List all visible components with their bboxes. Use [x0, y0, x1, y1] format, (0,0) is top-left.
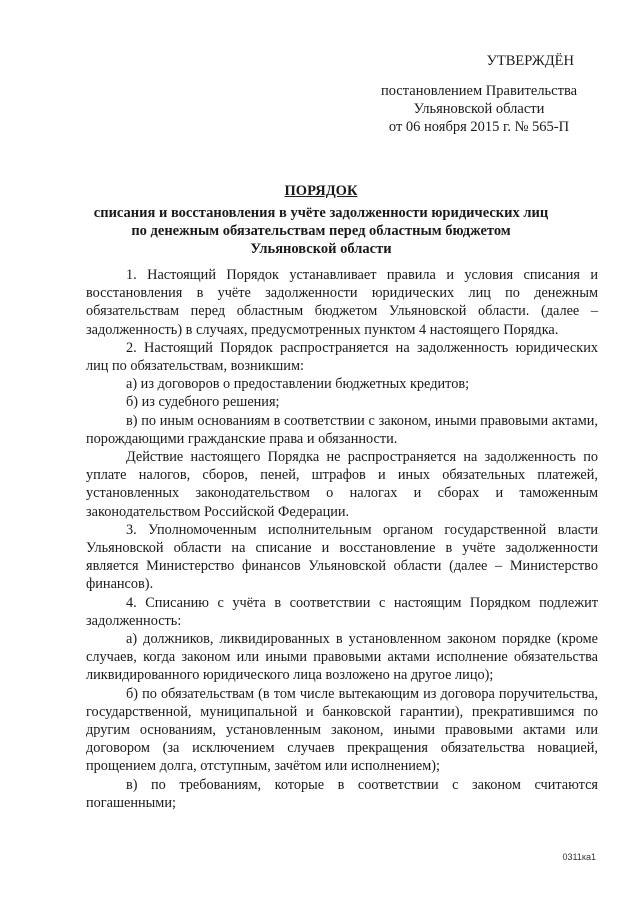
document-body: [86, 266, 598, 812]
approval-line-3: от 06 ноября 2015 г. № 565-П: [388, 119, 570, 135]
approval-line-2: Ульяновской области: [413, 101, 545, 117]
paragraph-2a: а) из договоров о предоставлении бюджетных кредитов;: [126, 376, 470, 393]
paragraph-2b: б) из судебного решения;: [126, 394, 280, 411]
document-subtitle-line-1: списания и восстановления в учёте задолженности юридических лиц: [93, 205, 549, 221]
paragraph-2-exclusion: Действие настоящего Порядка не распространяется на задолженность по уплате налогов, сборов, пеней, штрафов и иных обязательных платежей, установленных законодательством о налогах и сборах и таможенным законодательством Российской Федерации.: [86, 449, 598, 520]
paragraph-4: 4. Списанию с учёта в соответствии с настоящим Порядком подлежит задолженность:: [86, 594, 598, 629]
document-title: ПОРЯДОК: [284, 183, 358, 199]
paragraph-2c: в) по иным основаниям в соответствии с законом, иными правовыми актами, порождающими гражданские права и обязанности.: [86, 412, 598, 447]
paragraph-3: 3. Уполномоченным исполнительным органом государственной власти Ульяновской области на списание и восстановление в учёте задолженности является Министерство финансов Ульяновской области (далее – Министерство финансов).: [86, 521, 598, 593]
approval-stamp: [364, 52, 594, 136]
document-title-block: [86, 182, 556, 258]
footer-document-code: 0311ка1: [562, 852, 596, 862]
document-subtitle-line-3: Ульяновской области: [250, 241, 392, 257]
paragraph-4c: в) по требованиям, которые в соответствии с законом считаются погашенными;: [86, 776, 598, 811]
approved-label: УТВЕРЖДЁН: [486, 53, 574, 69]
paragraph-4a: а) должников, ликвидированных в установленном законом порядке (кроме случаев, когда законом или иными правовыми актами исполнение обязательства ликвидированного юридического лица возложено на другое лицо);: [86, 631, 598, 684]
approval-line-1: постановлением Правительства: [380, 83, 578, 99]
document-subtitle-line-2: по денежным обязательствам перед областным бюджетом: [131, 223, 511, 239]
paragraph-4b: б) по обязательствам (в том числе вытекающим из договора поручительства, государственной, муниципальной и банковской гарантии), прекратившимся по другим основаниям, установленным законом, иными правовыми актами или договором (за исключением случаев прекращения обязательства новацией, прощением долга, отступным, зачётом или исполнением);: [86, 685, 598, 775]
paragraph-1: 1. Настоящий Порядок устанавливает правила и условия списания и восстановления в учёте задолженности юридических лиц по денежным обязательствам перед областным бюджетом Ульяновской области. (далее – задолженность) в случаях, предусмотренных пунктом 4 настоящего Порядка.: [86, 267, 598, 338]
paragraph-2: 2. Настоящий Порядок распространяется на задолженность юридических лиц по обязательствам, возникшим:: [86, 339, 598, 375]
